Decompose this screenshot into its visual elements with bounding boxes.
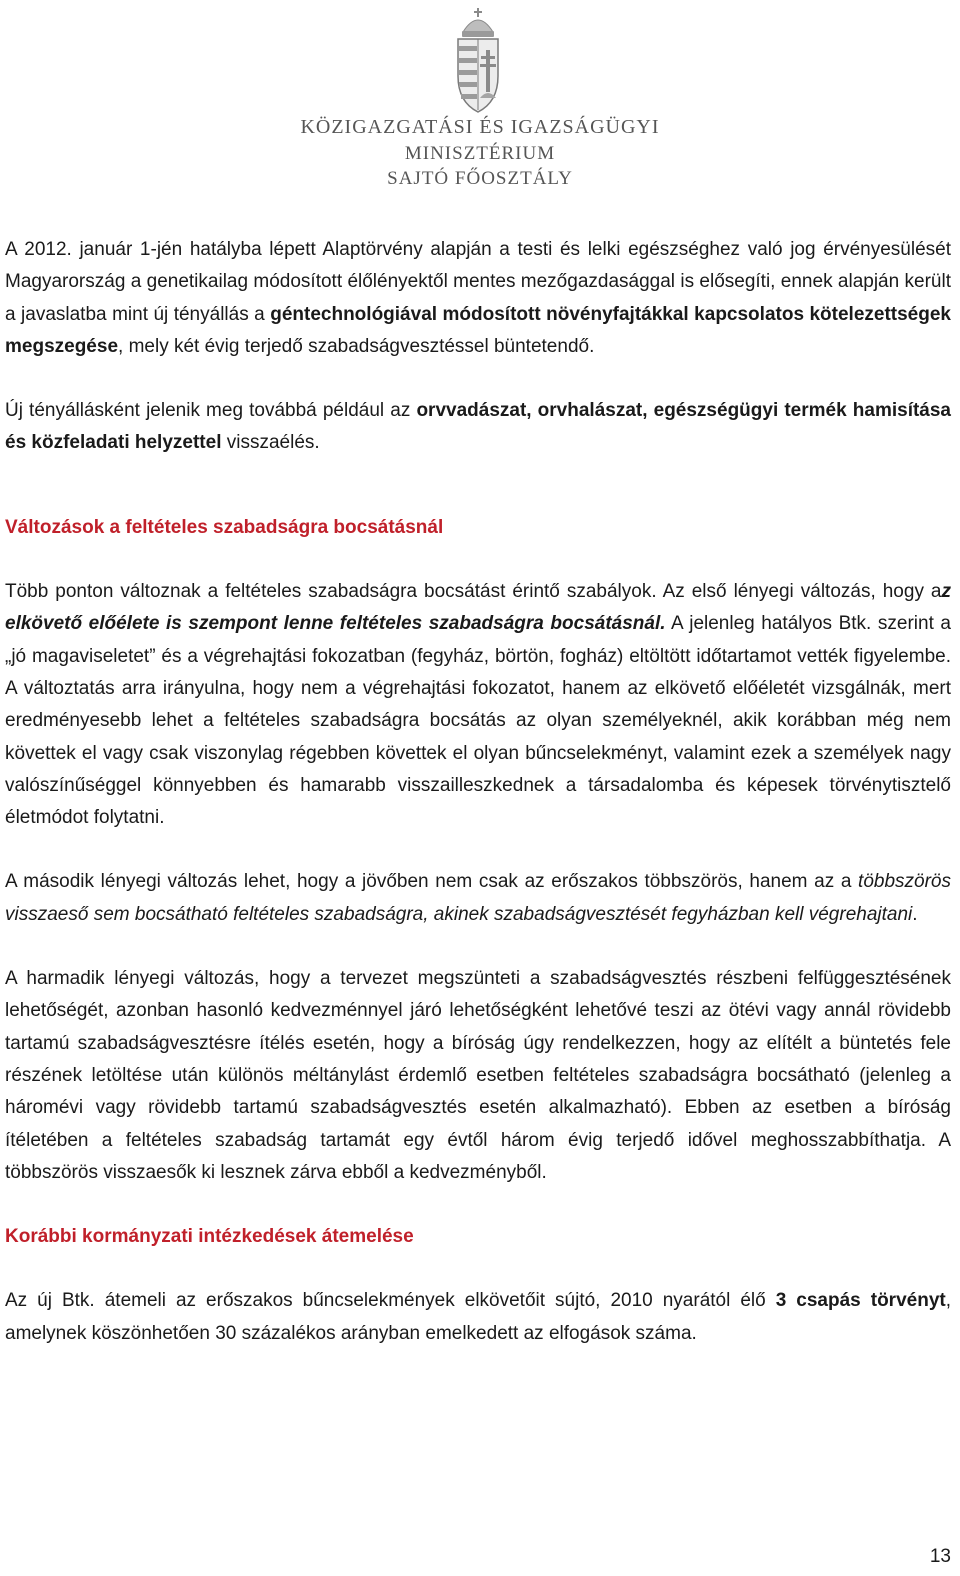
paragraph-new-offences: Új tényállásként jelenik meg továbbá például az orvvadászat, orvhalászat, egészségügyi termék hamisítása és közfeladati helyzettel visszaélés.	[5, 400, 951, 454]
paragraph-parole-first-change: Több ponton változnak a feltételes szabadságra bocsátást érintő szabályok. Az első lényegi változás, hogy az elkövető előélete is szempont lenne feltételes szabadságra bocsátásnál. A jelenleg hatályos Btk. szerint a „jó magaviseletet” és a végrehajtási fokozatban (fegyház, börtön, fogház) eltöltött időtartamot vették figyelembe. A változtatás arra irányulna, hogy nem a végrehajtási fokozatot, hanem az elkövető előéletét vizsgálnák, mert eredményesebb lehet a feltételes szabadságra bocsátás az olyan személyeknél, akik korábban még nem követtek el vagy csak viszonylag régebben követtek el olyan bűncselekményt, valamint ezek a személyek nagy valószínűséggel könnyebben és hamarabb visszailleszkednek a társadalomba és képesek törvénytisztelő életmódot folytatni.	[5, 581, 951, 829]
ministry-header	[0, 0, 960, 200]
paragraph-gmo: A 2012. január 1-jén hatályba lépett Alaptörvény alapján a testi és lelki egészséghez való jog érvényesülését Magyarország a genetikailag módosított élőlényektől mentes mezőgazdasággal is elősegíti, ennek alapján került a javaslatba mint új tényállás a géntechnológiával módosított növényfajtákkal kapcsolatos kötelezettségek megszegése, mely két évig terjedő szabadságvesztéssel büntetendő.	[5, 239, 951, 357]
section-heading-parole: Változások a feltételes szabadságra bocsátásnál	[5, 516, 444, 538]
coat-of-arms-icon	[449, 6, 507, 116]
section-heading-government-measures: Korábbi kormányzati intézkedések átemelése	[5, 1226, 414, 1248]
paragraph-parole-second-change: A második lényegi változás lehet, hogy a jövőben nem csak az erőszakos többszörös, hanem az a többszörös visszaeső sem bocsátható feltételes szabadságra, akinek szabadságvesztését fegyházban kell végrehajtani.	[5, 871, 951, 925]
paragraph-parole-third-change: A harmadik lényegi változás, hogy a tervezet megszünteti a szabadságvesztés részbeni felfüggesztésének lehetőségét, azonban hasonló kedvezménnyel járó lehetőségként lehetővé teszi az ötévi vagy annál rövidebb tartamú szabadságvesztésre ítélés esetén, hogy a bíróság úgy rendelkezzen, hogy az elítélt a büntetés fele részének letöltése után különös méltánylást érdemlő esetben feltételes szabadságra bocsátható (jelenleg a háromévi vagy rövidebb tartamú szabadságvesztés esetén alkalmazható). Ebben az esetben a bíróság ítéletében a feltételes szabadság tartamát egy évtől három évig terjedő idővel meghosszabbíthatja. A többszörös visszaesők ki lesznek zárva ebből a kedvezményből.	[5, 968, 951, 1183]
logo-line-2: MINISZTÉRIUM	[404, 143, 556, 164]
document-body	[5, 234, 951, 1350]
logo-line-3: SAJTÓ FŐOSZTÁLY	[387, 168, 573, 189]
page-number: 13	[929, 1546, 951, 1567]
paragraph-three-strikes: Az új Btk. átemeli az erőszakos bűncselekmények elkövetőit sújtó, 2010 nyarától élő 3 csapás törvényt, amelynek köszönhetően 30 százalékos arányban emelkedett az elfogások száma.	[5, 1290, 951, 1344]
logo-line-1: KÖZIGAZGATÁSI ÉS IGAZSÁGÜGYI	[300, 116, 660, 138]
